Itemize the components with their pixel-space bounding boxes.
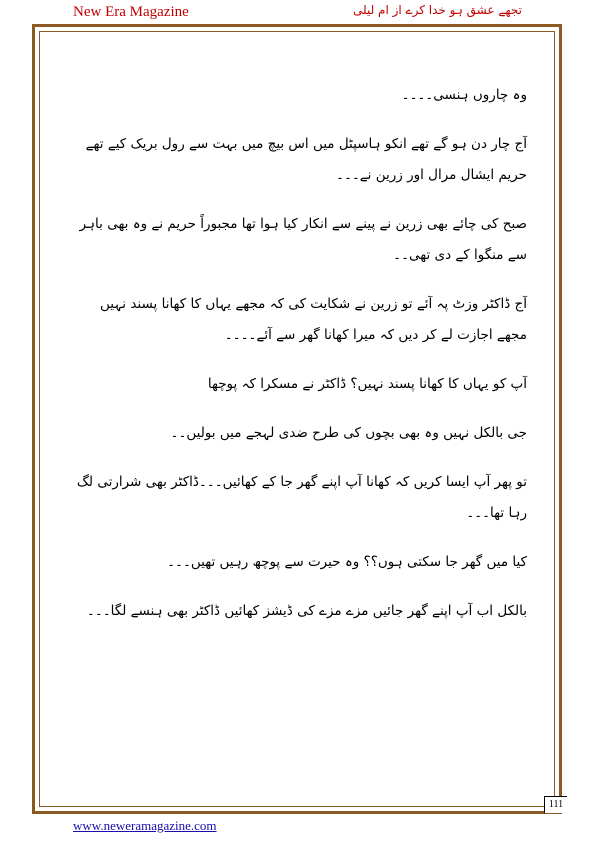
paragraph: آپ کو یہاں کا کھانا پسند نہیں؟ ڈاکٹر نے مسکرا کہ پوچھا	[207, 376, 527, 392]
paragraph: کیا میں گھر جا سکتی ہوں؟؟ وہ حیرت سے پوچھ رہیں تھیں۔۔۔	[167, 554, 527, 570]
page-header	[0, 0, 595, 26]
paragraph: آج چار دن ہو گے تھے انکو ہاسپٹل میں اس بیچ میں بہت سے رول بریک کیے تھے حریم ایشال مرال اور زرین نے۔۔۔	[85, 136, 527, 183]
paragraph: بالکل اب آپ اپنے گھر جائیں مزے مزے کی ڈیشز کھائیں ڈاکٹر بھی ہنسے لگا۔۔۔	[86, 603, 527, 619]
magazine-name: New Era Magazine	[73, 4, 189, 20]
story-title: تجھے عشق ہو خدا کرے از ام لیلی	[352, 3, 522, 17]
website-link[interactable]: www.neweramagazine.com	[73, 818, 217, 833]
paragraph: صبح کی چائے بھی زرین نے پینے سے انکار کیا ہوا تھا مجبوراً حریم نے وہ بھی باہر سے منگوا کے دی تھی۔۔	[79, 216, 527, 263]
story-body	[68, 80, 527, 645]
paragraph: جی بالکل نہیں وہ بھی بچوں کی طرح ضدی لہجے میں بولیں۔۔	[170, 425, 527, 441]
paragraph: آج ڈاکٹر وزٹ پہ آئے تو زرین نے شکایت کی کہ مجھے یہاں کا کھانا پسند نہیں مجھے اجازت لے کر دیں کہ میرا کھانا گھر سے آئے۔۔۔۔	[100, 296, 527, 343]
paragraph: وہ چاروں ہنسی۔۔۔۔	[401, 87, 527, 103]
page-number: 111	[544, 796, 567, 813]
paragraph: تو پھر آپ ایسا کریں کہ کھانا آپ اپنے گھر جا کے کھائیں۔۔۔ڈاکٹر بھی شرارتی لگ رہا تھا۔۔۔	[76, 474, 527, 521]
